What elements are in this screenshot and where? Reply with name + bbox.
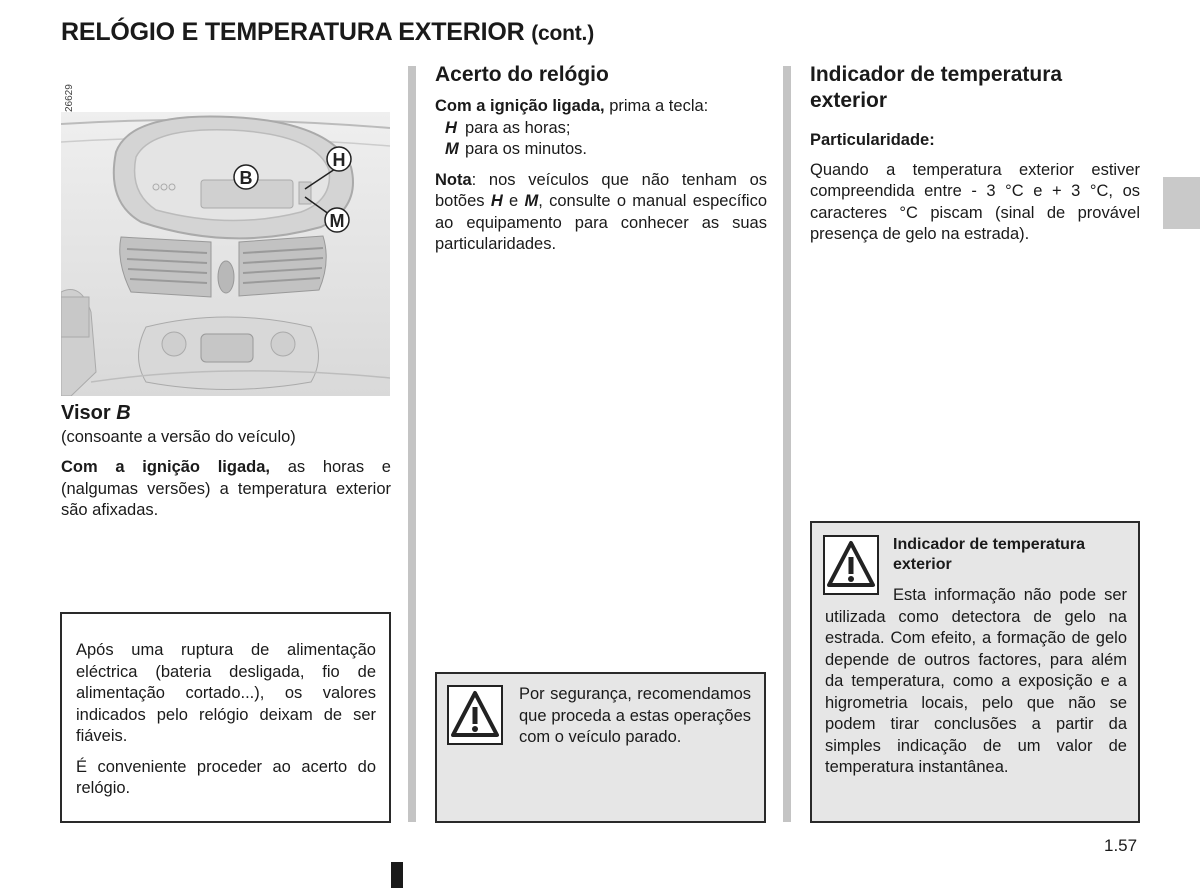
page-title-cont: (cont.) — [531, 22, 594, 45]
section-side-tab — [1163, 177, 1200, 229]
column-divider-left — [408, 66, 416, 822]
page-title-main: RELÓGIO E TEMPERATURA EXTERIOR — [61, 18, 525, 46]
visor-subtitle: (consoante a versão do veículo) — [61, 428, 296, 446]
visor-paragraph: Com a ignição ligada, as horas e (nalgumas versões) a temperatura exterior são afixadas. — [61, 458, 391, 519]
key-h: H — [445, 118, 457, 137]
clock-setting-section — [435, 62, 767, 256]
note-paragraph-1: Após uma ruptura de alimentação eléctrica (bateria desligada, fio de alimentação cortado...), os valores indicados pelo relógio deixam de ser fiáveis. — [76, 641, 376, 745]
ice-warning-text: Esta informação não pode ser utilizada como detectora de gelo na estrada. Com efeito, a formação de gelo depende de outros factores, para além da temperatura, como a exposição e a higrometria locais, pelo que não se podem tirar conclusões a partir da simples indicação de um valor de temperatura instantânea. — [825, 586, 1127, 776]
page-title — [61, 18, 594, 47]
callout-h-label: H — [332, 150, 346, 170]
visor-title: Visor B — [61, 402, 131, 424]
clock-setting-intro: Com a ignição ligada, prima a tecla: — [435, 97, 709, 115]
clock-setting-note: Nota: nos veículos que não tenham os botões H e M, consulte o manual específico ao equipamento para conhecer as suas particularidades. — [435, 170, 767, 253]
temperature-heading: Indicador de temperatura exterior — [810, 63, 1063, 112]
visor-letter: B — [116, 402, 131, 424]
footer-marker — [391, 862, 403, 888]
page-number: 1.57 — [1104, 836, 1138, 855]
key-h-row: H para as horas; — [435, 118, 767, 140]
key-m-row: M para os minutos. — [435, 139, 767, 161]
safety-warning-box — [435, 672, 766, 823]
callout-b-label: B — [239, 168, 253, 188]
safety-warning-text: Por segurança, recomendamos que proceda a estas operações com o veículo parado. — [519, 685, 751, 746]
temperature-section — [810, 62, 1140, 246]
particularity-label: Particularidade: — [810, 131, 935, 149]
key-m: M — [445, 140, 459, 158]
ice-warning-box — [810, 521, 1140, 823]
illustration-ref-code: 26629 — [64, 84, 75, 112]
ice-warning-title: Indicador de temperatura exterior — [893, 536, 1086, 573]
particularity-paragraph: Quando a temperatura exterior estiver compreendida entre - 3 °C e + 3 °C, os caracteres °C piscam (sinal de provável presença de gelo na estrada). — [810, 160, 1140, 243]
callout-m-label: M — [329, 211, 345, 231]
column-divider-right — [783, 66, 791, 822]
dashboard-illustration — [61, 112, 390, 396]
warning-triangle-icon — [447, 685, 503, 745]
note-paragraph-2: É conveniente proceder ao acerto do relógio. — [76, 757, 376, 797]
clock-setting-heading: Acerto do relógio — [435, 63, 609, 86]
clock-note-box — [60, 612, 391, 823]
